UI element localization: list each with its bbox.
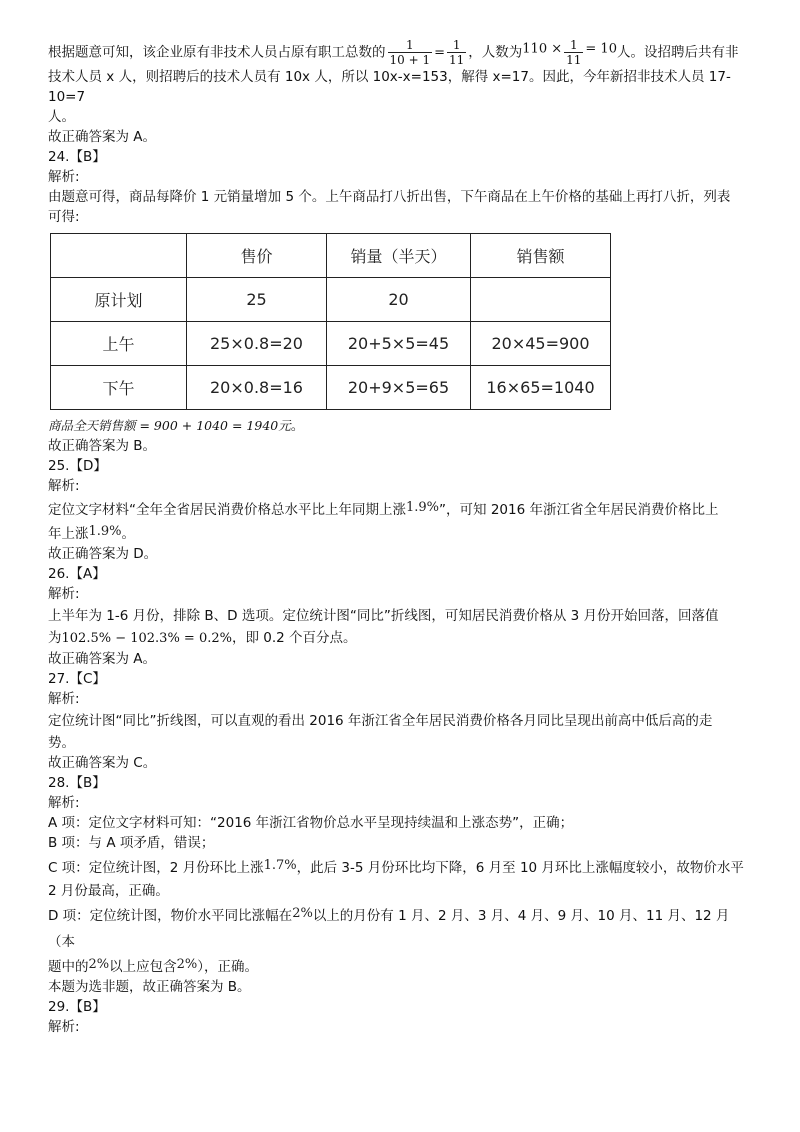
q27-line-1: 定位统计图“同比”折线图，可以直观的看出 2016 年浙江省全年居民消费价格各月同比呈现出前高中低后高的走 (48, 713, 713, 729)
table-header-row (51, 234, 611, 278)
frac3-num: 1 (569, 38, 578, 52)
q28-c-pct: 1.7% (263, 858, 297, 873)
q28-option-b: B 项：与 A 项矛盾，错误； (48, 835, 215, 851)
q28-c-text-b: ，此后 3-5 月份环比均下降，6 月至 10 月环比上涨幅度较小，故物价水平 (296, 860, 744, 876)
table-cell: 20×0.8=16 (187, 366, 327, 410)
table-row (51, 322, 611, 366)
q28-d-text-c: 题中的 (48, 959, 89, 975)
fraction-1 (388, 38, 433, 67)
q24-total-line (48, 416, 754, 436)
sales-table-wrap (50, 233, 754, 410)
q28-option-c-line-2: 2 月份最高，正确。 (48, 883, 169, 899)
table-header-cell: 销量（半天） (327, 234, 471, 278)
q23-text-c: 人。设招聘后共有非 (616, 44, 739, 61)
q25-header: 25.【D】 (48, 458, 107, 474)
q23-answer: 故正确答案为 A。 (48, 129, 157, 145)
table-cell: 20+5×5=45 (327, 322, 471, 366)
sales-table (50, 233, 611, 410)
q26-text-a: 为 (48, 630, 62, 646)
q25-pct-1: 1.9% (406, 500, 440, 515)
q29-header: 29.【B】 (48, 999, 106, 1015)
table-header-cell (51, 234, 187, 278)
q25-line-2 (48, 522, 754, 544)
table-cell: 上午 (51, 322, 187, 366)
q23-line-2: 技术人员 x 人，则招聘后的技术人员有 10x 人，所以 10x-x=153，解得 x=17。因此，今年新招非技术人员 17-10=7 (48, 69, 731, 105)
q26-line-2 (48, 628, 754, 649)
q24-answer: 故正确答案为 B。 (48, 438, 157, 454)
q24-line-2: 可得: (48, 209, 80, 225)
q29-analysis-label: 解析: (48, 1019, 80, 1035)
q28-option-a: A 项：定位文字材料可知：“2016 年浙江省物价总水平呈现持续温和上涨态势”，正确； (48, 815, 574, 831)
table-cell: 下午 (51, 366, 187, 410)
q26-header: 26.【A】 (48, 566, 106, 582)
table-header-cell: 售价 (187, 234, 327, 278)
table-cell: 原计划 (51, 278, 187, 322)
q26-text-b: ，即 0.2 个百分点。 (231, 630, 357, 646)
q26-line-1: 上半年为 1-6 月份，排除 B、D 选项。定位统计图“同比”折线图，可知居民消费价格从 3 月份开始回落，回落值 (48, 608, 719, 624)
q28-option-c-line-1 (48, 853, 754, 881)
fraction-2 (447, 38, 466, 67)
q28-d-text-b: 以上的月份有 1 月、2 月、3 月、4 月、9 月、10 月、11 月、12 月（本 (48, 908, 730, 950)
table-row (51, 278, 611, 322)
table-cell: 25×0.8=20 (187, 322, 327, 366)
q25-text-d: 。 (121, 526, 136, 542)
q23-text-b: ，人数为 (468, 44, 523, 61)
q28-header: 28.【B】 (48, 775, 106, 791)
q28-d-pct-1: 2% (292, 906, 313, 921)
q25-text-b: ”，可知 2016 年浙江省全年居民消费价格比上 (439, 502, 719, 518)
frac3-den: 11 (566, 53, 582, 67)
q24-line-1: 由题意可得，商品每降价 1 元销量增加 5 个。上午商品打八折出售，下午商品在上午价格的基础上再打八折，列表 (48, 189, 731, 205)
equals-sign: = (434, 45, 445, 61)
q27-answer: 故正确答案为 C。 (48, 755, 157, 771)
table-row (51, 366, 611, 410)
q28-d-text-e: ），正确。 (197, 959, 258, 975)
table-cell: 25 (187, 278, 327, 322)
q23-line-1 (48, 38, 754, 67)
q25-pct-2: 1.9% (88, 524, 122, 539)
q23-line-3: 人。 (48, 109, 75, 125)
q26-analysis-label: 解析: (48, 586, 80, 602)
q28-option-d-line-2 (48, 955, 754, 977)
q23-text-a: 根据题意可知，该企业原有非技术人员占原有职工总数的 (48, 44, 386, 61)
document-page (48, 38, 754, 1037)
q27-line-2: 势。 (48, 735, 75, 751)
frac1-den: 10 + 1 (389, 53, 431, 67)
mult-expr-a: 110 × (522, 41, 563, 57)
table-cell: 20×45=900 (471, 322, 611, 366)
q28-conclusion: 本题为选非题，故正确答案为 B。 (48, 979, 251, 995)
q28-d-pct-3: 2% (176, 957, 198, 972)
q25-line-1 (48, 496, 754, 522)
q26-calc: 102.5% − 102.3% = 0.2% (61, 631, 232, 646)
table-cell (471, 278, 611, 322)
q28-d-text-a: D 项：定位统计图，物价水平同比涨幅在 (48, 908, 293, 924)
q27-analysis-label: 解析: (48, 691, 80, 707)
q28-option-d-line-1 (48, 901, 754, 955)
q28-c-text-a: C 项：定位统计图，2 月份环比上涨 (48, 860, 264, 876)
frac1-num: 1 (405, 38, 414, 52)
frac2-den: 11 (449, 53, 465, 67)
frac2-num: 1 (452, 38, 461, 52)
q28-analysis-label: 解析: (48, 795, 80, 811)
q25-answer: 故正确答案为 D。 (48, 546, 158, 562)
q27-header: 27.【C】 (48, 671, 106, 687)
q24-analysis-label: 解析: (48, 169, 80, 185)
q28-d-pct-2: 2% (88, 957, 110, 972)
q26-answer: 故正确答案为 A。 (48, 651, 157, 667)
mult-expr-b: = 10 (585, 41, 617, 57)
q25-text-c: 年上涨 (48, 526, 89, 542)
fraction-3 (564, 38, 583, 67)
q25-text-a: 定位文字材料“全年全省居民消费价格总水平比上年同期上涨 (48, 502, 406, 518)
q24-total-formula: 商品全天销售额 = 900 + 1040 = 1940元 (48, 418, 291, 433)
table-cell: 20 (327, 278, 471, 322)
q25-analysis-label: 解析: (48, 478, 80, 494)
q28-d-text-d: 以上应包含 (109, 959, 177, 975)
q24-total-end: 。 (290, 418, 305, 434)
q24-header: 24.【B】 (48, 149, 106, 165)
table-cell: 16×65=1040 (471, 366, 611, 410)
table-header-cell: 销售额 (471, 234, 611, 278)
table-cell: 20+9×5=65 (327, 366, 471, 410)
